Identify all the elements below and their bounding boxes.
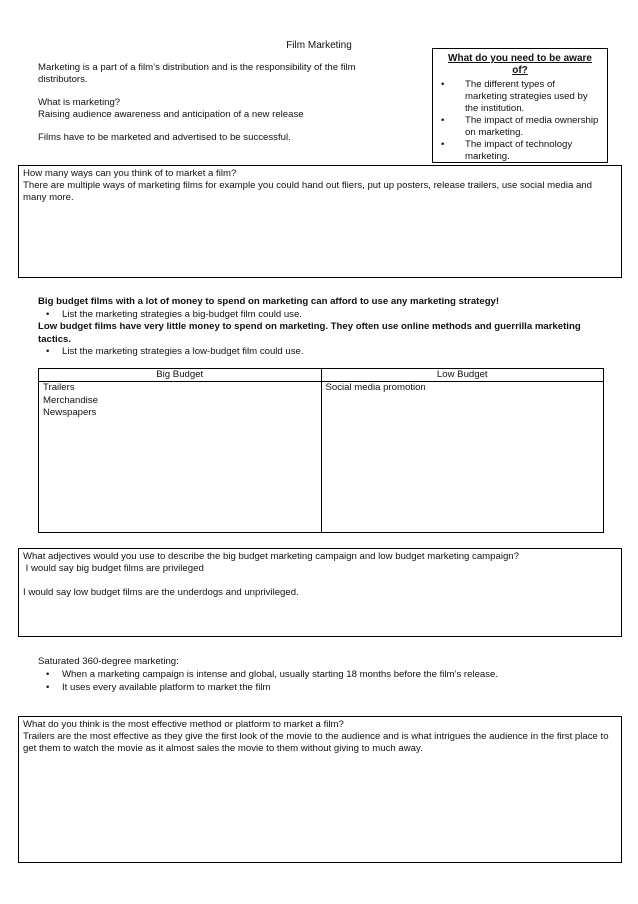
- big-budget-item: Trailers: [43, 382, 75, 393]
- marketing-definition: Raising audience awareness and anticipation of a new release: [38, 109, 304, 120]
- question-box-effective-method[interactable]: [18, 716, 622, 863]
- question-text: What adjectives would you use to describe the big budget marketing campaign and low budget marketing campaign?: [23, 551, 519, 562]
- budget-table: [38, 368, 604, 533]
- intro-paragraph-2: [38, 97, 398, 121]
- low-budget-task: • List the marketing strategies a low-budget film could use.: [38, 346, 608, 359]
- spacer: [23, 575, 617, 587]
- aware-heading: What do you need to be aware of?: [448, 53, 592, 76]
- aware-of-box: [432, 48, 608, 163]
- marketing-question: What is marketing?: [38, 97, 121, 108]
- aware-list: [441, 79, 599, 163]
- low-budget-item: Social media promotion: [325, 382, 426, 393]
- big-budget-item: Merchandise: [43, 394, 98, 406]
- saturated-item: • It uses every available platform to market the film: [38, 681, 608, 694]
- big-budget-item: Newspapers: [43, 407, 97, 418]
- saturated-marketing-section: [38, 655, 608, 694]
- aware-item: • The impact of media ownership on marketing.: [441, 115, 599, 139]
- big-budget-task: • List the marketing strategies a big-budget film could use.: [38, 309, 608, 322]
- low-budget-cell[interactable]: [321, 382, 604, 533]
- low-budget-statement: Low budget films have very little money to spend on marketing. They often use online methods and guerrilla marketing tactics.: [38, 321, 581, 345]
- big-budget-statement: Big budget films with a lot of money to spend on marketing can afford to use any marketing strategy!: [38, 296, 500, 307]
- question-box-adjectives[interactable]: [18, 548, 622, 637]
- question-text: How many ways can you think of to market a film?: [23, 168, 237, 179]
- low-budget-header: Low Budget: [321, 369, 604, 382]
- aware-item: • The impact of technology marketing.: [441, 139, 599, 163]
- saturated-heading: Saturated 360-degree marketing:: [38, 656, 179, 667]
- intro-paragraph-3: Films have to be marketed and advertised to be successful.: [38, 132, 291, 143]
- big-budget-header: Big Budget: [39, 369, 322, 382]
- answer-text: Trailers are the most effective as they give the first look of the movie to the audience and is what intrigues the audience in the first place to get them to watch the movie as it almost sales the movie to them without giving to much away.: [23, 731, 609, 754]
- saturated-item: • When a marketing campaign is intense and global, usually starting 18 months before the film’s release.: [38, 668, 608, 681]
- page-title: Film Marketing: [286, 40, 352, 51]
- intro-paragraph-1: Marketing is a part of a film’s distribution and is the responsibility of the film distributors.: [38, 62, 356, 85]
- question-box-ways-to-market[interactable]: [18, 165, 622, 278]
- budget-section: [38, 296, 608, 359]
- big-budget-cell[interactable]: [39, 382, 322, 533]
- aware-item: • The different types of marketing strategies used by the institution.: [441, 79, 599, 115]
- answer-text: I would say big budget films are privileged: [23, 563, 204, 574]
- answer-text: There are multiple ways of marketing films for example you could hand out fliers, put up posters, release trailers, use social media and many more.: [23, 180, 592, 203]
- question-text: What do you think is the most effective method or platform to market a film?: [23, 719, 344, 730]
- intro-text: [38, 62, 398, 155]
- answer-text: I would say low budget films are the underdogs and unprivileged.: [23, 587, 299, 598]
